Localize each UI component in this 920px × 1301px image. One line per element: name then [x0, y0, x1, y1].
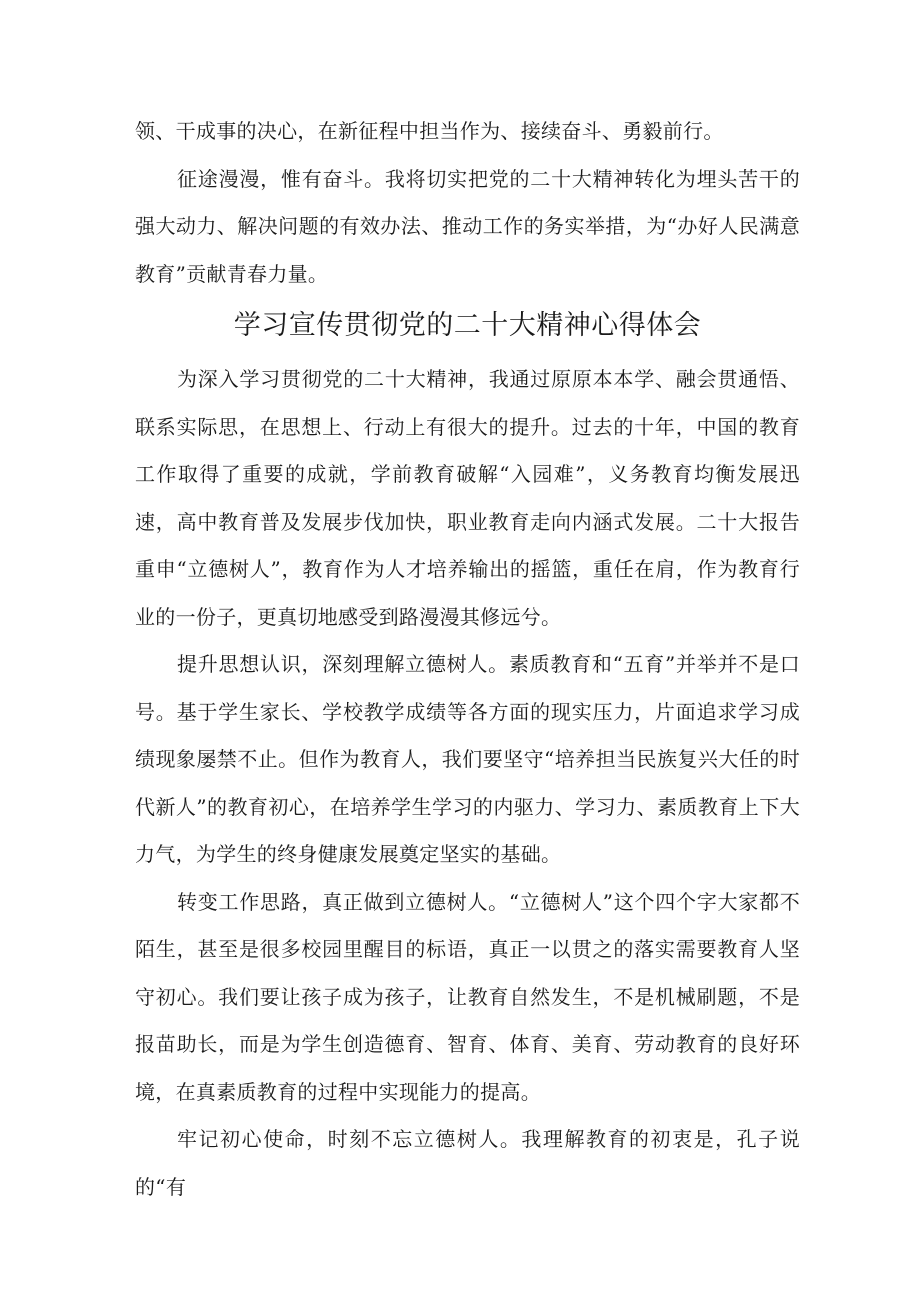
continuation-paragraph: 领、干成事的决心，在新征程中担当作为、接续奋斗、勇毅前行。: [135, 119, 724, 143]
document-body: [135, 108, 800, 1211]
body-paragraph-4: 牢记初心使命，时刻不忘立德树人。我理解教育的初衷是，孔子说的“有: [135, 1127, 800, 1199]
closing-paragraph: 征途漫漫，惟有奋斗。我将切实把党的二十大精神转化为埋头苦干的强大动力、解决问题的有效办法、推动工作的务实举措，为“办好人民满意教育”贡献青春力量。: [135, 166, 800, 286]
body-paragraph-2: 提升思想认识，深刻理解立德树人。素质教育和“五育”并举并不是口号。基于学生家长、学校教学成绩等各方面的现实压力，片面追求学习成绩现象屡禁不止。但作为教育人，我们要坚守“培养担当民族复兴大任的时代新人”的教育初心，在培养学生学习的内驱力、学习力、素质教育上下大力气，为学生的终身健康发展奠定坚实的基础。: [135, 652, 800, 866]
article-title: 学习宣传贯彻党的二十大精神心得体会: [233, 310, 702, 341]
body-paragraph-3: 转变工作思路，真正做到立德树人。“立德树人”这个四个字大家都不陌生，甚至是很多校园里醒目的标语，真正一以贯之的落实需要教育人坚守初心。我们要让孩子成为孩子，让教育自然发生，不是机械刷题，不是报苗助长，而是为学生创造德育、智育、体育、美育、劳动教育的良好环境，在真素质教育的过程中实现能力的提高。: [135, 889, 800, 1104]
body-paragraph-1: 为深入学习贯彻党的二十大精神，我通过原原本本学、融会贯通悟、联系实际思，在思想上、行动上有很大的提升。过去的十年，中国的教育工作取得了重要的成就，学前教育破解“入园难”，义务教育均衡发展迅速，高中教育普及发展步伐加快，职业教育走向内涵式发展。二十大报告重申“立德树人”，教育作为人才培养输出的摇篮，重任在肩，作为教育行业的一份子，更真切地感受到路漫漫其修远兮。: [135, 367, 800, 629]
